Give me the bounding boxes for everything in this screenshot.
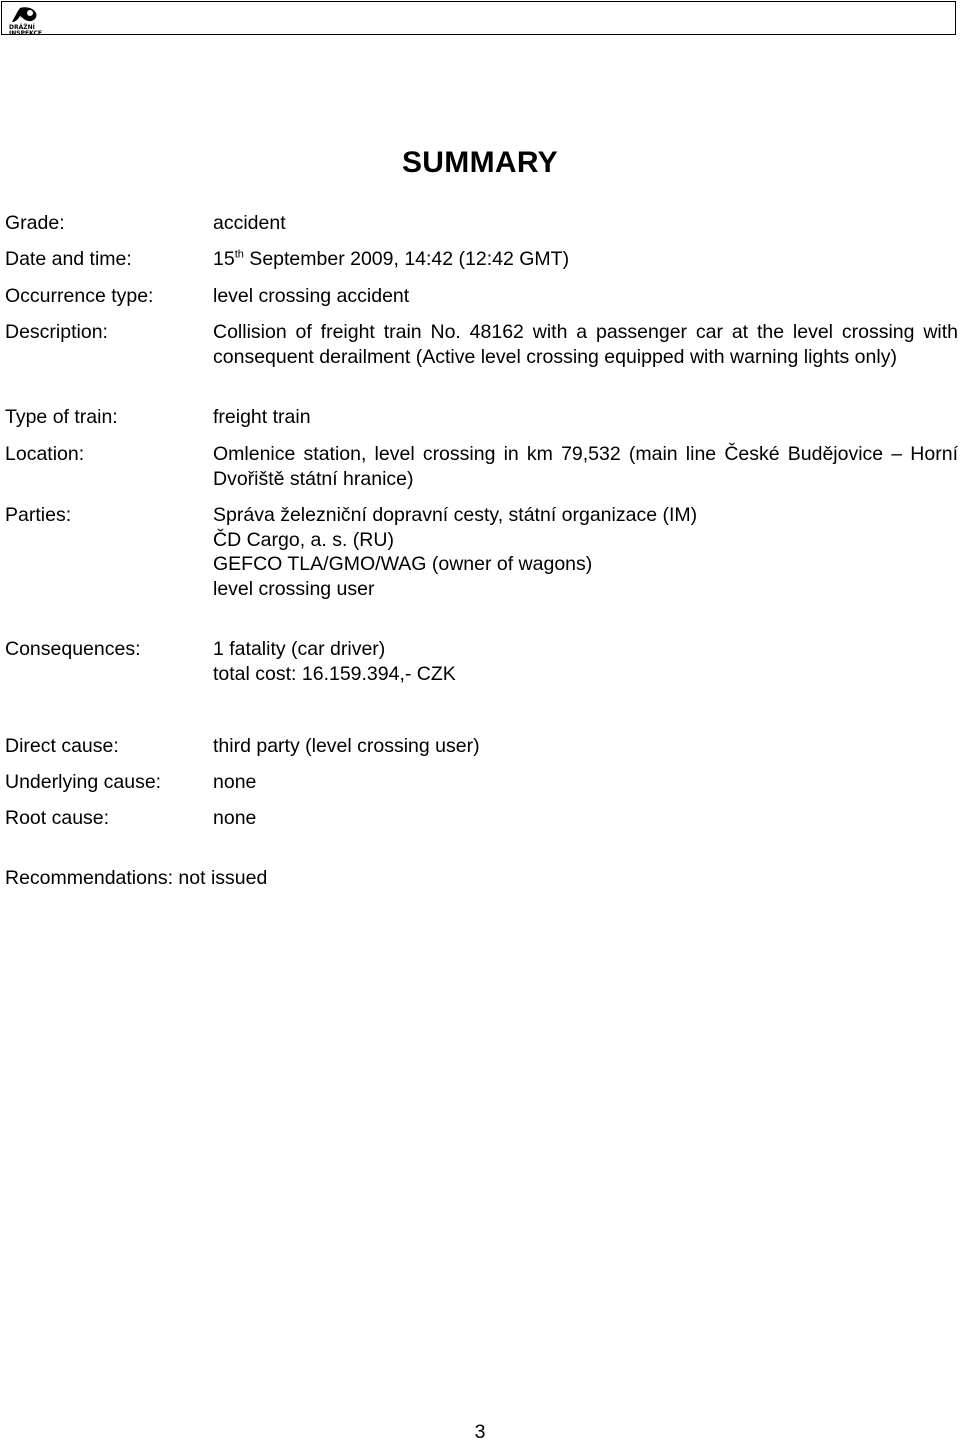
recommendations-value: not issued: [178, 867, 268, 889]
logo-text: [9, 25, 42, 37]
direct-cause-value: third party (level crossing user): [213, 735, 480, 757]
underlying-cause-value: none: [213, 771, 257, 793]
location-value: Omlenice station, level crossing in km 79,532 (main line České Budějovice – Horní Dvořiště státní hranice): [213, 443, 958, 490]
grade-label: Grade:: [5, 212, 65, 234]
party-item: Správa železniční dopravní cesty, státní organizace (IM): [213, 504, 698, 526]
recommendations-label: Recommendations:: [5, 867, 173, 889]
consequence-item: total cost: 16.159.394,- CZK: [213, 662, 456, 685]
date-time-value: [213, 247, 958, 272]
consequences-label: Consequences:: [5, 638, 141, 660]
train-type-value: freight train: [213, 406, 311, 428]
date-day: 15: [213, 248, 235, 270]
parties-list: [213, 503, 958, 601]
root-cause-label: Root cause:: [5, 807, 110, 829]
inspection-logo-icon: [6, 6, 44, 26]
inspection-logo: [6, 6, 44, 37]
party-item: GEFCO TLA/GMO/WAG (owner of wagons): [213, 553, 593, 575]
recommendations-line: [5, 866, 267, 890]
page-header: [1, 1, 956, 35]
page-number: 3: [474, 1421, 486, 1443]
occurrence-type-value: level crossing accident: [213, 285, 410, 307]
occurrence-type-label: Occurrence type:: [5, 285, 154, 307]
description-label: Description:: [5, 321, 108, 343]
grade-value: accident: [213, 212, 286, 234]
date-rest: September 2009, 14:42 (12:42 GMT): [243, 248, 570, 270]
date-time-label: Date and time:: [5, 248, 132, 270]
consequences-list: [213, 637, 958, 686]
consequence-item: 1 fatality (car driver): [213, 638, 386, 660]
date-ordinal: th: [234, 248, 244, 261]
direct-cause-label: Direct cause:: [5, 735, 119, 757]
location-label: Location:: [5, 443, 85, 465]
parties-label: Parties:: [5, 504, 72, 526]
logo-line-1: DRÁŽNÍ: [9, 24, 35, 31]
description-value: Collision of freight train No. 48162 with a passenger car at the level crossing with consequent derailment (Active level crossing equipped with warning lights only): [213, 321, 958, 368]
summary-title: SUMMARY: [402, 146, 558, 179]
underlying-cause-label: Underlying cause:: [5, 771, 162, 793]
party-item: ČD Cargo, a. s. (RU): [213, 528, 394, 551]
root-cause-value: none: [213, 807, 257, 829]
train-type-label: Type of train:: [5, 406, 118, 428]
logo-line-2: INSPEKCE: [9, 30, 42, 37]
party-item: level crossing user: [213, 577, 375, 600]
